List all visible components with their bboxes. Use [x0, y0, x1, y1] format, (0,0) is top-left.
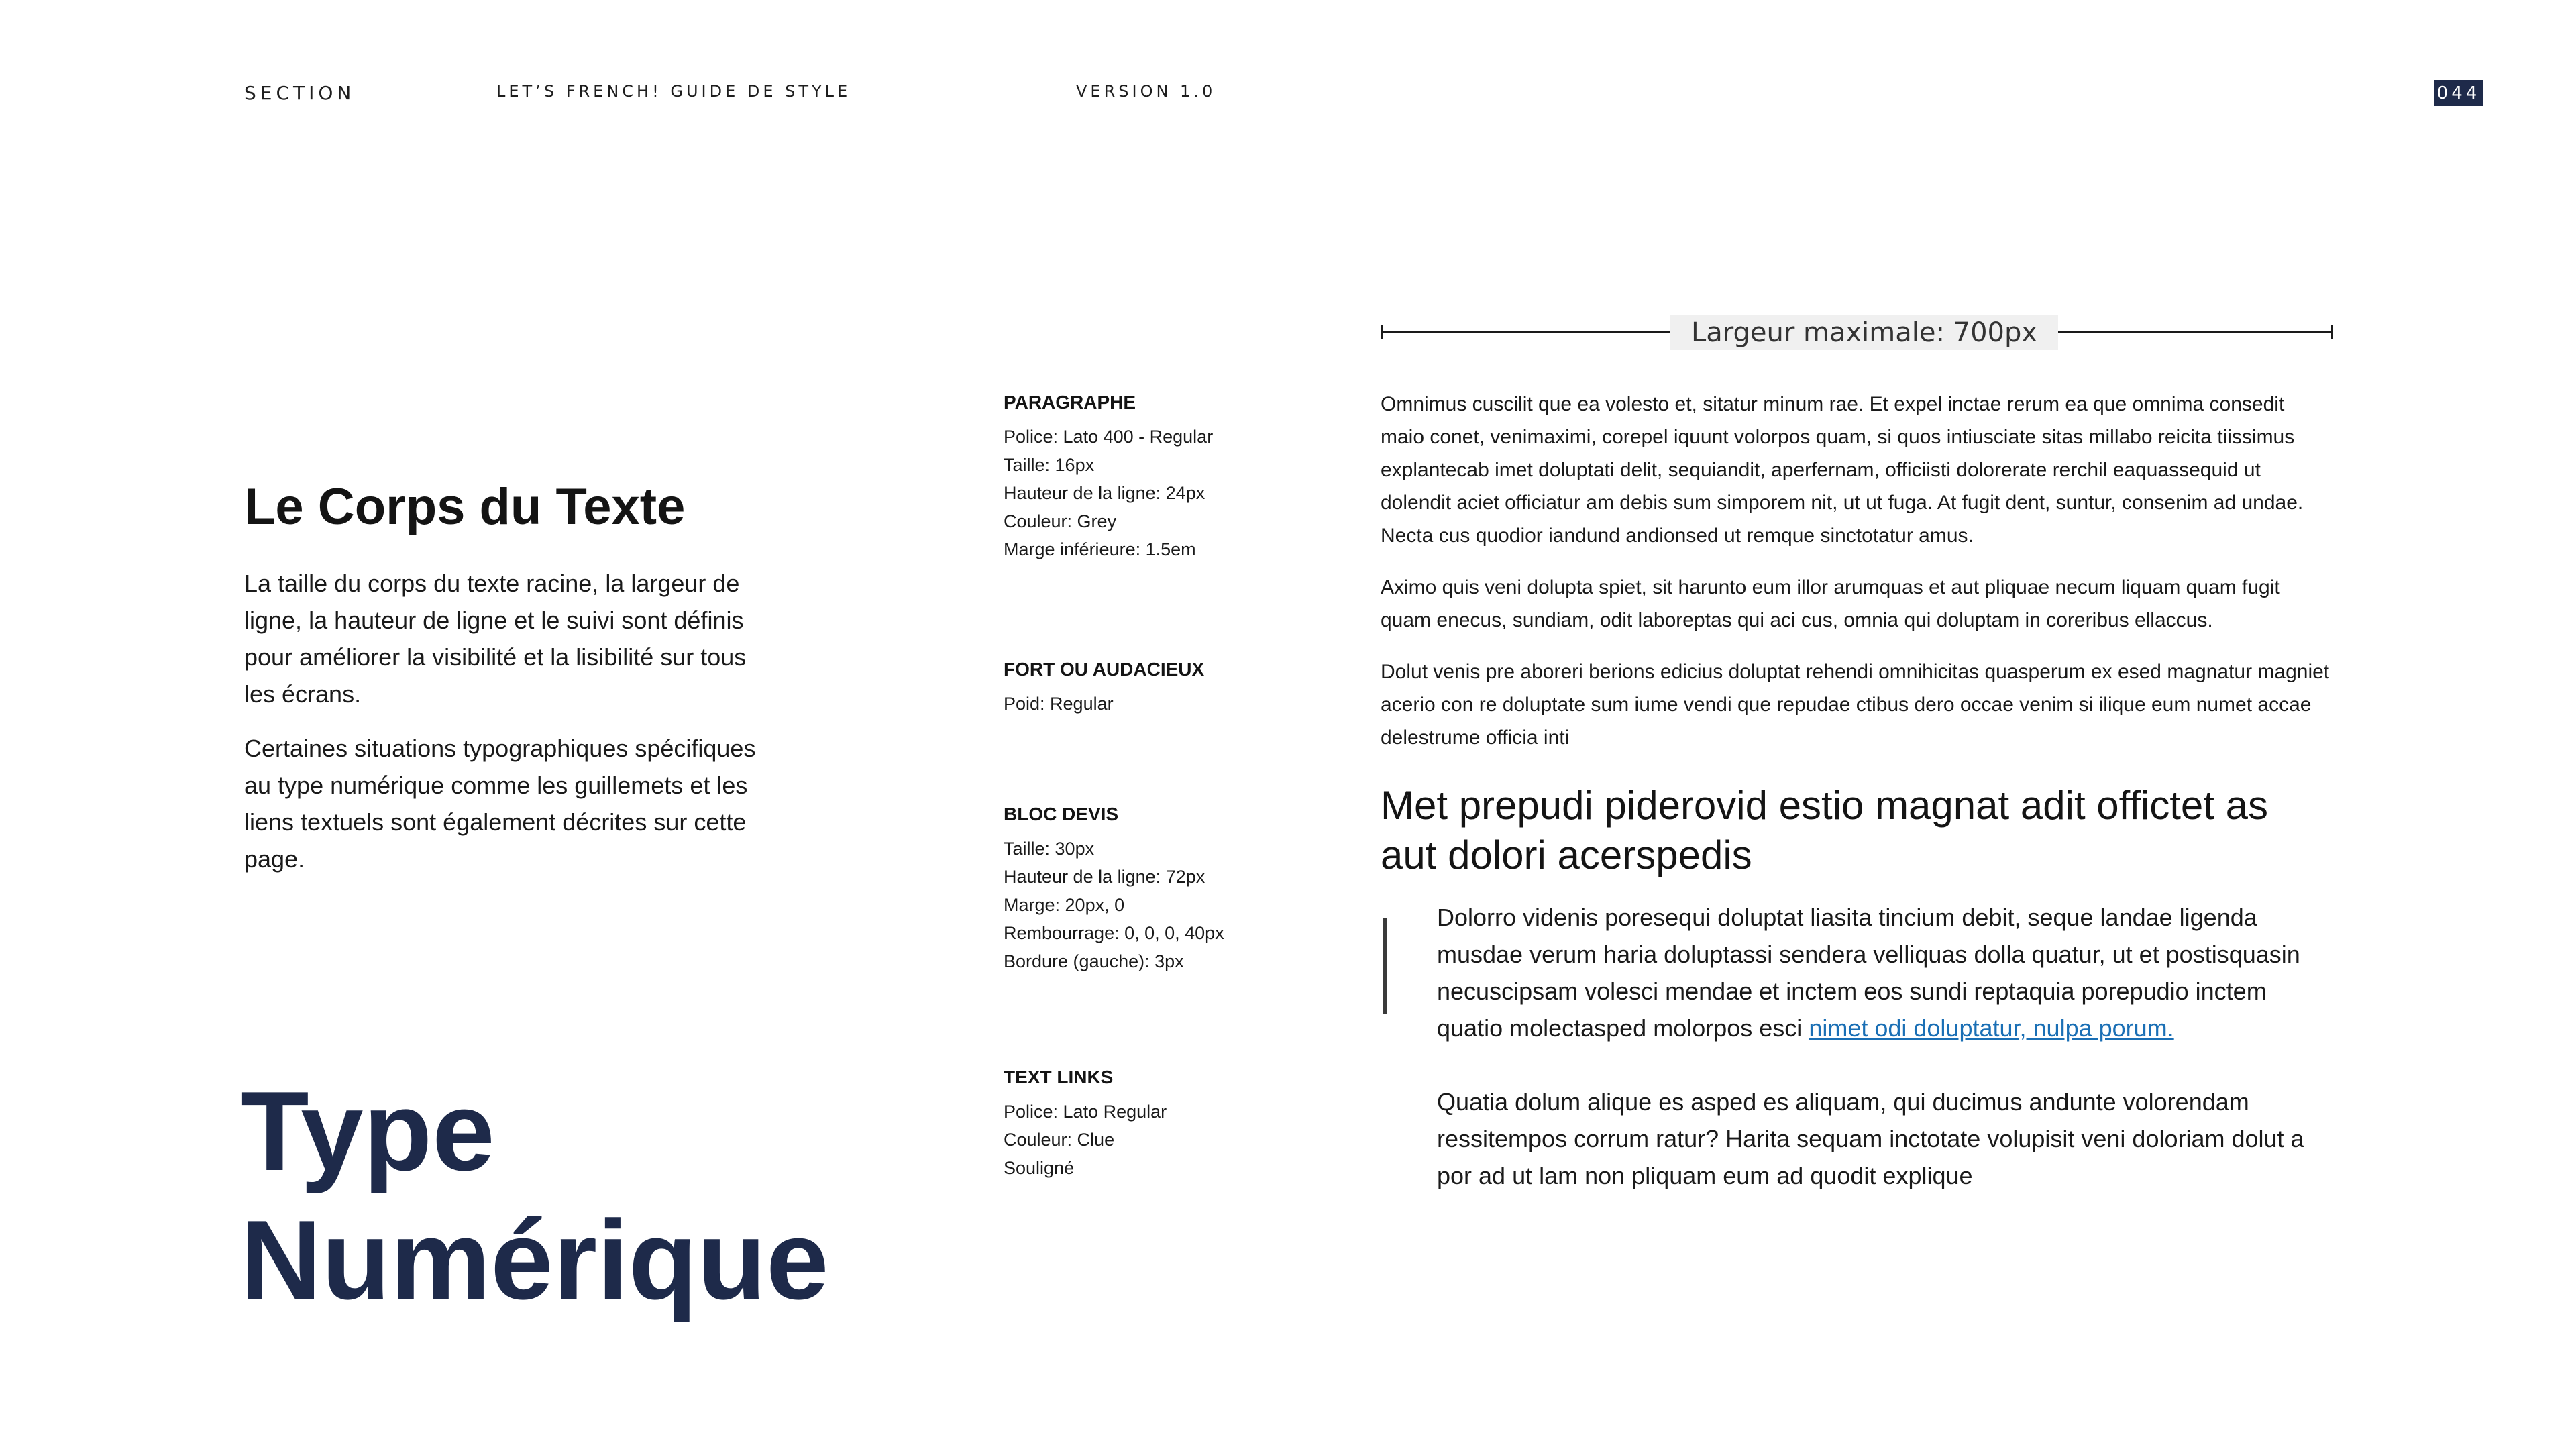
- ruler-tick-right: [2331, 325, 2333, 339]
- max-width-label: Largeur maximale: 700px: [1670, 315, 2058, 350]
- blockquote: [1437, 899, 2336, 1194]
- spec-line: Taille: 16px: [1004, 455, 1095, 475]
- spec-line: Rembourrage: 0, 0, 0, 40px: [1004, 923, 1224, 943]
- blockquote-paragraph: [1437, 899, 2336, 1046]
- blockquote-text: Dolorro videnis poresequi doluptat liasita tincium debit, seque landae ligenda musdae verum haria doluptassi sendera velliquas dolla quatur, ut et postisquasin necuscipsam volesci mendae et inctem eos sundi reptaquia porepudio inctem quatio molectasped molorpos esci: [1437, 904, 2300, 1042]
- spec-paragraph: [1004, 392, 1379, 564]
- spec-bold: [1004, 659, 1379, 718]
- blockquote-border: [1383, 918, 1387, 1014]
- spec-line: Police: Lato Regular: [1004, 1102, 1167, 1122]
- sample-heading: Met prepudi piderovid estio magnat adit offictet as aut dolori acerspedis: [1381, 783, 2268, 877]
- section-label: SECTION: [244, 82, 356, 104]
- spec-title: TEXT LINKS: [1004, 1067, 1114, 1087]
- spec-line: Hauteur de la ligne: 72px: [1004, 867, 1205, 887]
- sample-paragraph: Aximo quis veni dolupta spiet, sit harunto eum illor arumquas et aut pliquae necum liquam quam fugit quam enecus, sundiam, odit laboreptas qui aci cus, omnia qui doluptam in coreribus ellaccus.: [1381, 576, 2280, 631]
- type-heading-line: Type: [240, 1068, 495, 1194]
- sample-paragraphs: [1381, 388, 2333, 773]
- spec-line: Police: Lato 400 - Regular: [1004, 427, 1214, 447]
- intro-paragraph: La taille du corps du texte racine, la largeur de ligne, la hauteur de ligne et le suivi sont définis pour améliorer la visibilité et la lisibilité sur tous les écrans.: [244, 570, 747, 708]
- type-heading-line: Numérique: [240, 1197, 829, 1323]
- version-label: VERSION 1.0: [1076, 82, 1216, 101]
- ruler-tick-left: [1381, 325, 1383, 339]
- spec-title: FORT OU AUDACIEUX: [1004, 659, 1205, 680]
- spec-title: BLOC DEVIS: [1004, 804, 1119, 824]
- spec-line: Marge: 20px, 0: [1004, 895, 1125, 915]
- spec-line: Bordure (gauche): 3px: [1004, 951, 1184, 971]
- spec-line: Couleur: Clue: [1004, 1130, 1115, 1150]
- sample-paragraph: Omnimus cuscilit que ea volesto et, sitatur minum rae. Et expel inctae rerum ea que omnima consedit maio conet, venimaximi, corepel iquunt volorpos quam, si quos intiusciate sitas millabo reicita tiissimus explantecab imet doluptati delit, sequiandit, aperfernam, officiisti dolorerate rerchil eaquassequid ut dolendit aciet officiatur am debis sum simporem nit, ut ut fuga. At fugit dent, suntur, consenim ad undae. Necta cus quodior iandund andionsed ut remque sinctotatur amus.: [1381, 393, 2304, 547]
- intro-text: [244, 565, 781, 895]
- max-width-ruler: [1381, 315, 2333, 350]
- spec-line: Souligné: [1004, 1158, 1075, 1178]
- spec-blockquote: [1004, 804, 1379, 975]
- text-link[interactable]: nimet odi doluptatur, nulpa porum.: [1809, 1014, 2174, 1042]
- blockquote-spacer: [1437, 1046, 2336, 1083]
- spec-line: Marge inférieure: 1.5em: [1004, 539, 1196, 559]
- blockquote-paragraph: Quatia dolum alique es asped es aliquam, qui ducimus andunte volorendam ressitempos corrum ratur? Harita sequam inctotate volupisit veni doloriam dolut a por ad ut lam non pliquam eum ad quodit explique: [1437, 1088, 2304, 1189]
- body-text-title: Le Corps du Texte: [244, 478, 686, 535]
- spec-line: Couleur: Grey: [1004, 511, 1117, 531]
- spec-title: PARAGRAPHE: [1004, 392, 1136, 413]
- page-number-badge: 044: [2434, 80, 2483, 106]
- intro-paragraph: Certaines situations typographiques spécifiques au type numérique comme les guillemets et les liens textuels sont également décrites sur cette page.: [244, 735, 756, 873]
- sample-paragraph: Dolut venis pre aboreri berions edicius doluptat rehendi omnihicitas quasperum ex esed magnatur magniet acerio con re doluptate sum iume vendi que repudae ctibus dero occae venim si ilique eum numet accae delestrume officia inti: [1381, 661, 2330, 749]
- spec-line: Poid: Regular: [1004, 694, 1114, 714]
- spec-line: Hauteur de la ligne: 24px: [1004, 483, 1205, 503]
- type-numerique-heading: [240, 1067, 1045, 1324]
- spec-text-links: [1004, 1067, 1379, 1182]
- spec-line: Taille: 30px: [1004, 839, 1095, 859]
- guide-title: LET’S FRENCH! GUIDE DE STYLE: [496, 82, 851, 101]
